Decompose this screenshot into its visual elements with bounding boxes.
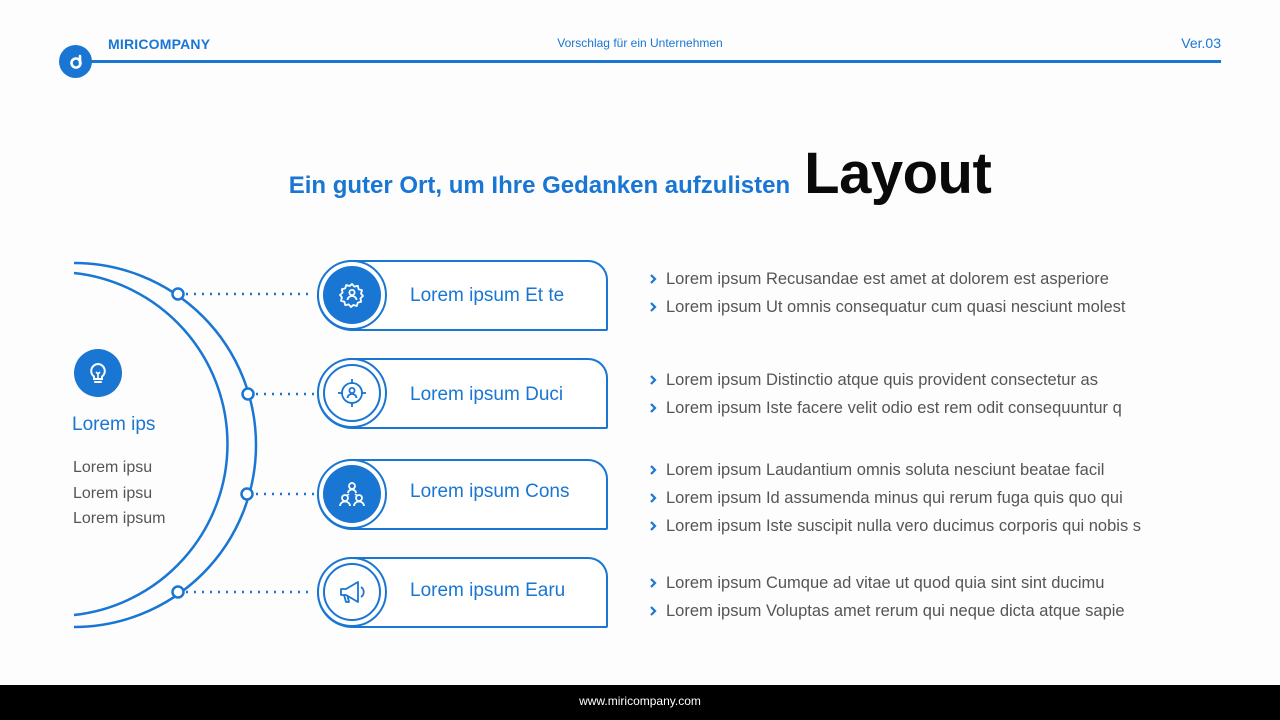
bullet-item bbox=[648, 597, 1125, 625]
chevron-right-icon bbox=[648, 606, 658, 616]
bullet-group-4 bbox=[648, 569, 1125, 625]
bullet-item bbox=[648, 265, 1125, 293]
bullet-item bbox=[648, 366, 1122, 394]
chevron-right-icon bbox=[648, 375, 658, 385]
node-3 bbox=[242, 489, 253, 500]
bullet-group-2 bbox=[648, 366, 1122, 422]
inner-arc bbox=[74, 273, 227, 615]
arc-diagram bbox=[0, 240, 330, 640]
header-subtitle: Vorschlag für ein Unternehmen bbox=[557, 36, 723, 50]
item-badge-1 bbox=[317, 260, 387, 330]
gear-icon bbox=[323, 266, 381, 324]
team-network-icon bbox=[323, 465, 381, 523]
node-1 bbox=[173, 289, 184, 300]
bullet-text: Lorem ipsum Iste facere velit odio est rem odit consequuntur q bbox=[666, 399, 1122, 417]
bullet-text: Lorem ipsum Iste suscipit nulla vero ducimus corporis qui nobis s bbox=[666, 517, 1142, 535]
bullet-item bbox=[648, 293, 1125, 321]
bullet-text: Lorem ipsum Voluptas amet rerum qui neque dicta atque sapie bbox=[666, 602, 1125, 620]
item-label-1: Lorem ipsum Et te bbox=[410, 285, 565, 306]
node-2 bbox=[243, 389, 254, 400]
chevron-right-icon bbox=[648, 302, 658, 312]
chevron-right-icon bbox=[648, 493, 658, 503]
item-badge-4 bbox=[317, 557, 387, 627]
megaphone-icon bbox=[323, 563, 381, 621]
title-row bbox=[0, 140, 1280, 207]
bullet-text: Lorem ipsum Laudantium omnis soluta nesciunt beatae facil bbox=[666, 461, 1105, 479]
bullet-text: Lorem ipsum Recusandae est amet at dolorem est asperiore bbox=[666, 270, 1109, 288]
left-list-item: Lorem ipsum bbox=[73, 510, 166, 527]
item-label-2: Lorem ipsum Duci bbox=[410, 384, 564, 405]
item-badge-2 bbox=[317, 358, 387, 428]
bullet-text: Lorem ipsum Distinctio atque quis provident consectetur as bbox=[666, 371, 1098, 389]
node-4 bbox=[173, 587, 184, 598]
page-title: Layout bbox=[804, 141, 992, 206]
bullet-text: Lorem ipsum Cumque ad vitae ut quod quia sint sint ducimu bbox=[666, 574, 1105, 592]
bullet-item bbox=[648, 484, 1141, 512]
footer-url[interactable]: www.miricompany.com bbox=[0, 685, 1280, 720]
chevron-right-icon bbox=[648, 465, 658, 475]
left-list-item: Lorem ipsu bbox=[73, 459, 153, 476]
lightbulb-icon bbox=[74, 349, 122, 397]
item-label-4: Lorem ipsum Earu bbox=[410, 580, 566, 601]
bullet-text: Lorem ipsum Ut omnis consequatur cum quasi nesciunt molest bbox=[666, 298, 1126, 316]
item-label-3: Lorem ipsum Cons bbox=[410, 481, 570, 502]
left-list-item: Lorem ipsu bbox=[73, 484, 153, 502]
item-badge-3 bbox=[317, 459, 387, 529]
chevron-right-icon bbox=[648, 403, 658, 413]
header-divider bbox=[76, 60, 1221, 63]
left-heading: Lorem ips bbox=[72, 414, 156, 435]
chevron-right-icon bbox=[648, 521, 658, 531]
chevron-right-icon bbox=[648, 578, 658, 588]
bullet-text: Lorem ipsum Id assumenda minus qui rerum fuga quis quo qui bbox=[666, 489, 1123, 507]
bullet-group-3 bbox=[648, 456, 1141, 540]
bullet-item bbox=[648, 569, 1125, 597]
chevron-right-icon bbox=[648, 274, 658, 284]
bullet-item bbox=[648, 394, 1122, 422]
company-name: MIRICOMPANY bbox=[108, 36, 211, 52]
bullet-item bbox=[648, 456, 1141, 484]
version-label: Ver.03 bbox=[1181, 35, 1221, 51]
target-user-icon bbox=[323, 364, 381, 422]
bullet-item bbox=[648, 512, 1141, 540]
left-list bbox=[73, 455, 165, 532]
bullet-group-1 bbox=[648, 265, 1125, 321]
page-subtitle: Ein guter Ort, um Ihre Gedanken aufzulisten bbox=[288, 172, 791, 199]
